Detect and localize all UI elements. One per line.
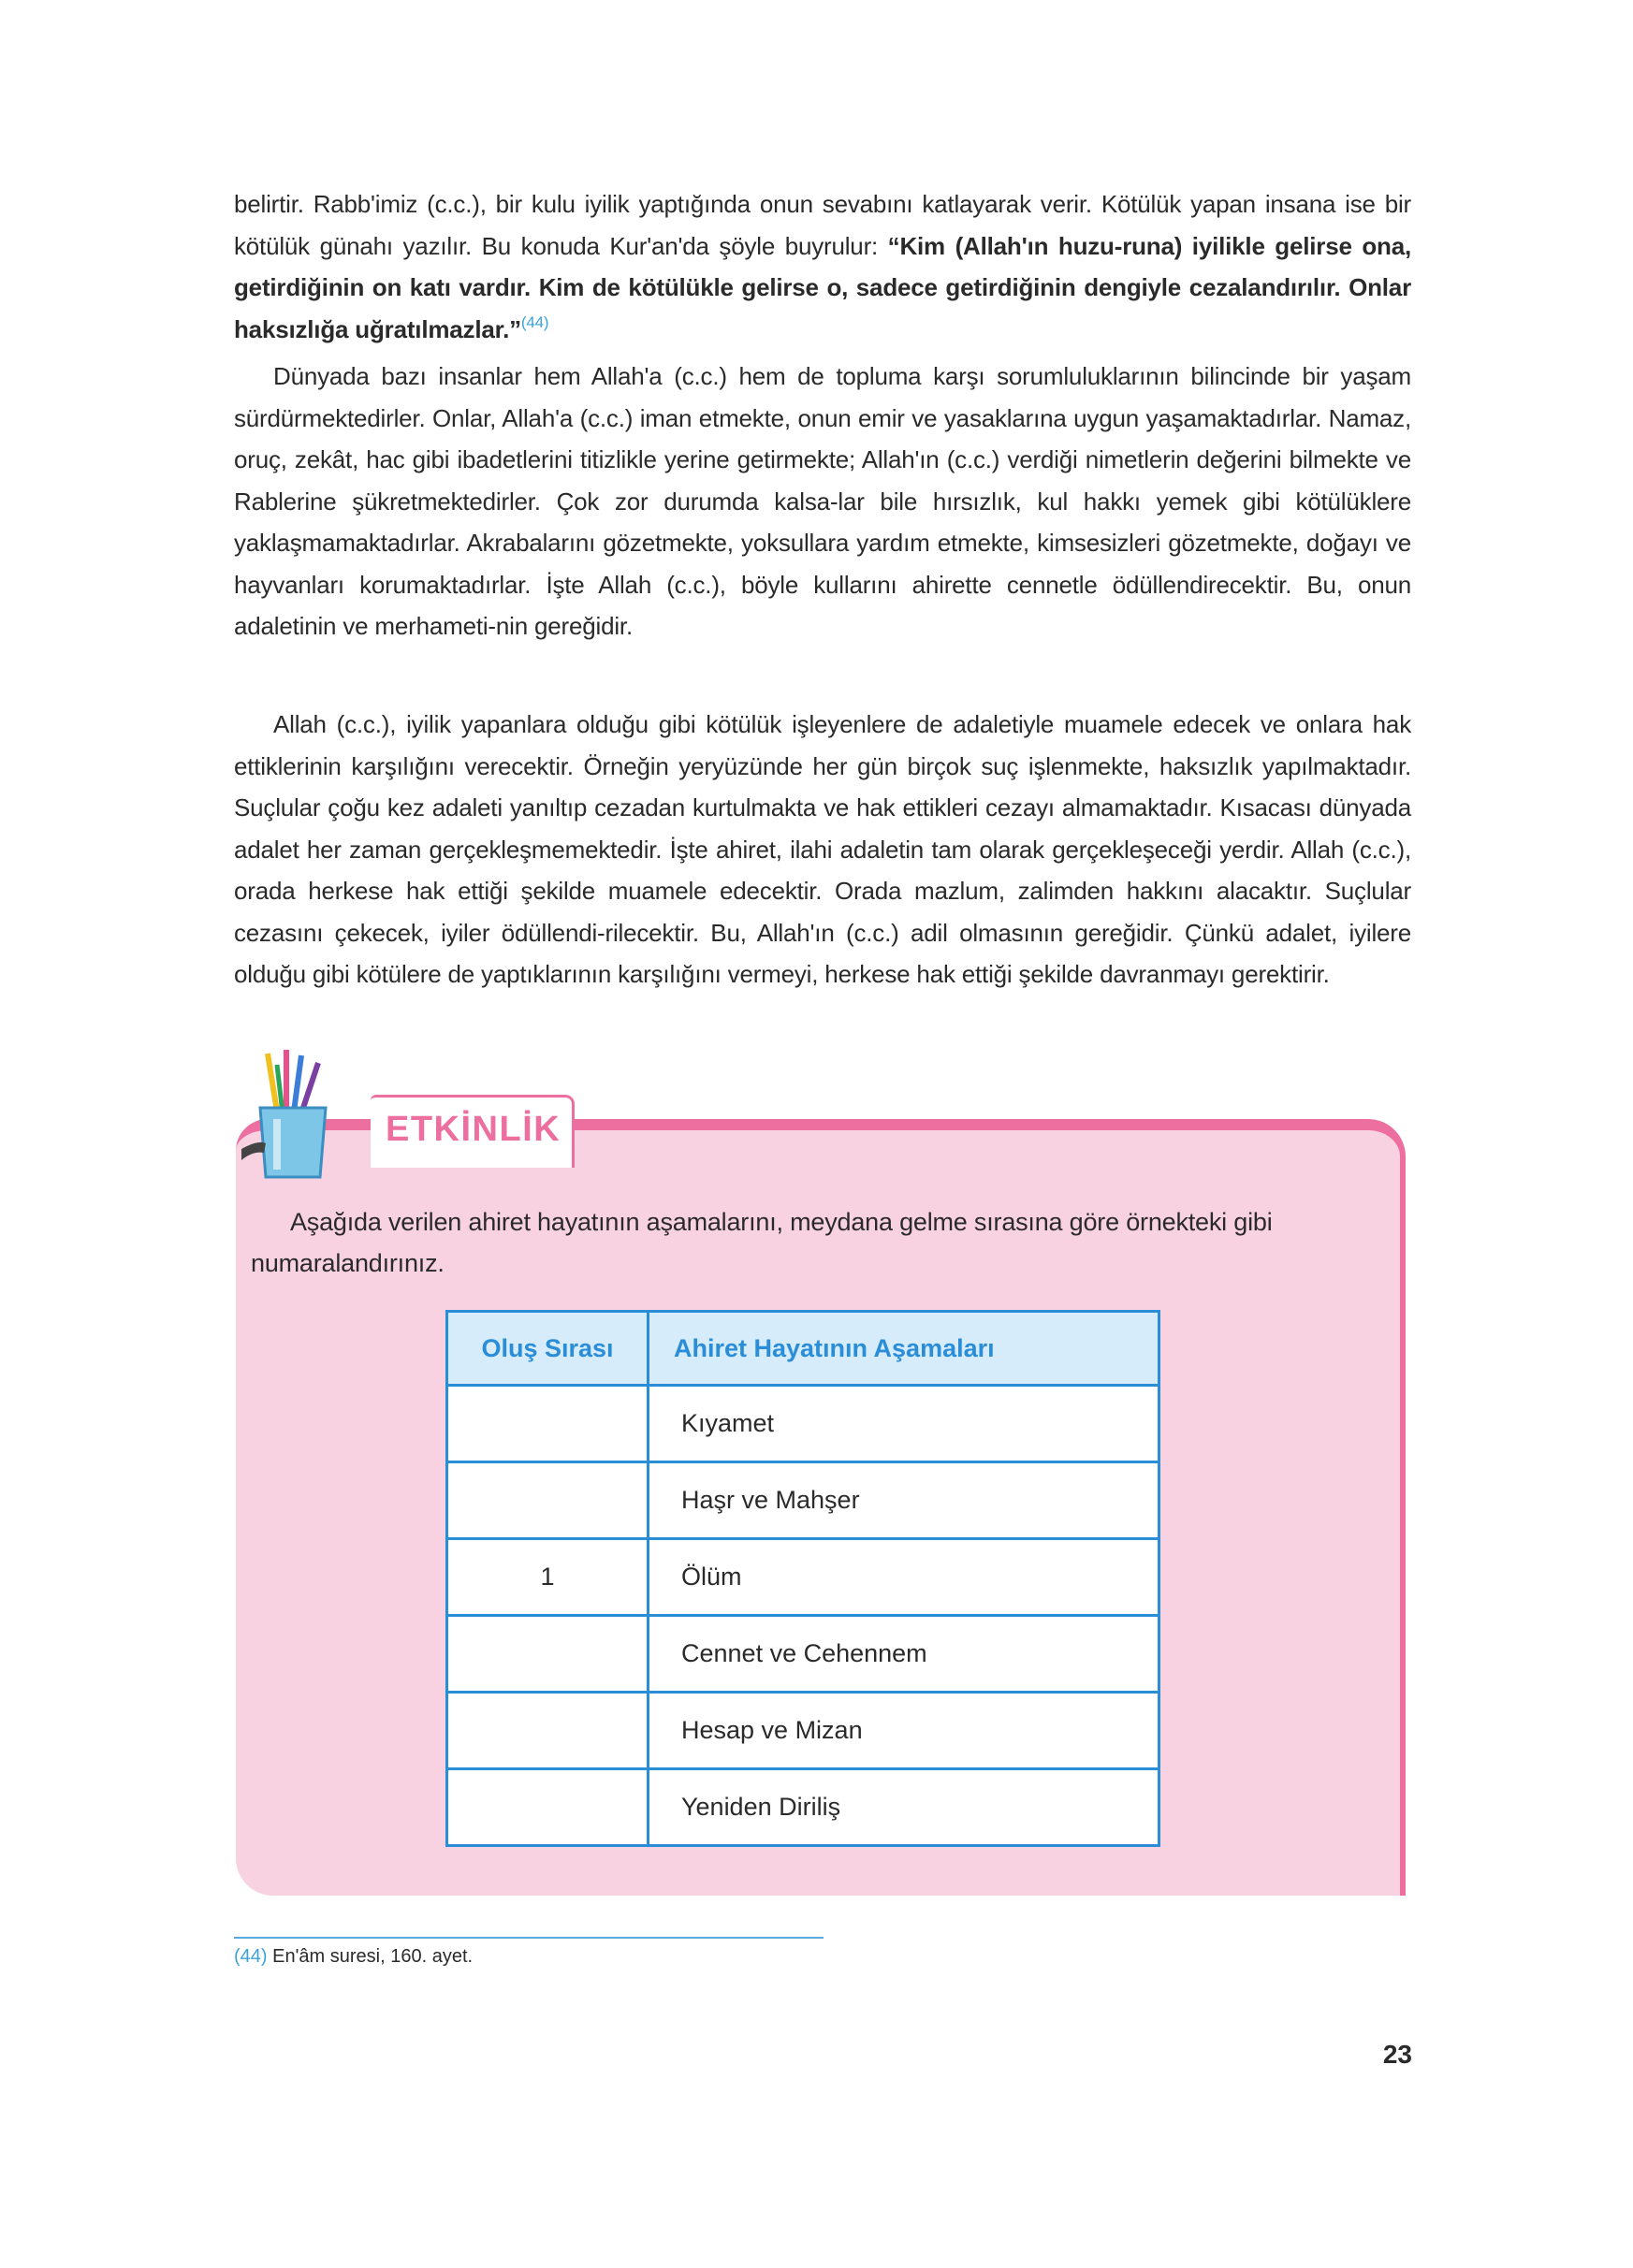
page-number: 23 (1382, 2040, 1412, 2069)
order-cell[interactable] (447, 1616, 649, 1693)
footnote-divider (234, 1937, 824, 1939)
paragraph-2 (234, 356, 1411, 647)
table-header-row (447, 1312, 1159, 1386)
order-cell[interactable] (447, 1386, 649, 1462)
order-cell[interactable]: 1 (447, 1539, 649, 1616)
paragraph-1-text: belirtir. Rabb'imiz (c.c.), bir kulu iyilik yaptığında onun sevabını katlayarak verir. Kötülük yapan insana ise bir kötülük günahı yazılır. Bu konuda Kur'an'da şöyle buyrulur: (234, 190, 1411, 260)
table-row (447, 1539, 1159, 1616)
footnote-reference[interactable]: (44) (520, 313, 549, 331)
order-cell[interactable] (447, 1462, 649, 1539)
stage-cell: Kıyamet (649, 1386, 1159, 1462)
quran-quote: “Kim (Allah'ın huzu-runa) iyilikle gelirse ona, getirdiğinin on katı vardır. Kim de kötülükle gelirse o, sadece getirdiğinin dengiyle cezalandırılır. Onlar haksızlığa uğratılmazlar.” (234, 231, 1411, 343)
activity-title: ETKİNLİK (386, 1110, 561, 1149)
footnote-number: (44) (234, 1946, 268, 1967)
table-row (447, 1386, 1159, 1462)
table-row (447, 1769, 1159, 1846)
table-row (447, 1462, 1159, 1539)
table-row (447, 1616, 1159, 1693)
stages-table (445, 1310, 1160, 1847)
activity-instruction: Aşağıda verilen ahiret hayatının aşamalarını, meydana gelme sırasına göre örnekteki gibi numaralandırınız. (251, 1208, 1273, 1277)
pencil-cup-icon (240, 1046, 343, 1186)
stage-cell: Cennet ve Cehennem (649, 1616, 1159, 1693)
table-row (447, 1693, 1159, 1769)
paragraph-3 (234, 704, 1411, 996)
header-stages: Ahiret Hayatının Aşamaları (649, 1312, 1159, 1386)
stage-cell: Haşr ve Mahşer (649, 1462, 1159, 1539)
order-cell[interactable] (447, 1769, 649, 1846)
order-cell[interactable] (447, 1693, 649, 1769)
footnote (234, 1946, 473, 1968)
header-order: Oluş Sırası (447, 1312, 649, 1386)
stage-cell: Ölüm (649, 1539, 1159, 1616)
paragraph-2-text: Dünyada bazı insanlar hem Allah'a (c.c.) hem de topluma karşı sorumluluklarının bilincinde bir yaşam sürdürmektedirler. Onlar, Allah'a (c.c.) iman etmekte, onun emir ve yasaklarına uygun yaşamaktadırlar. Namaz, oruç, zekât, hac gibi ibadetlerini titizlikle yerine getirmekte; Allah'ın (c.c.) verdiği nimetlerin değerini bilmekte ve Rablerine şükretmektedirler. Çok zor durumda kalsa-lar bile hırsızlık, kul hakkı yemek gibi kötülüklere yaklaşmamaktadırlar. Akrabalarını gözetmekte, yoksullara yardım etmekte, kimsesizleri gözetmekte, doğayı ve hayvanları korumaktadırlar. İşte Allah (c.c.), böyle kullarını ahirette cennetle ödüllendirecektir. Bu, onun adaletinin ve merhameti-nin gereğidir. (234, 362, 1411, 640)
paragraph-3-text: Allah (c.c.), iyilik yapanlara olduğu gibi kötülük işleyenlere de adaletiyle muamele edecek ve onlara hak ettiklerinin karşılığını verecektir. Örneğin yeryüzünde her gün birçok suç işlenmekte, haksızlık yapılmaktadır. Suçlular çoğu kez adaleti yanıltıp cezadan kurtulmakta ve hak ettikleri cezayı almamaktadır. Kısacası dünyada adalet her zaman gerçekleşmemektedir. İşte ahiret, ilahi adaletin tam olarak gerçekleşeceği yerdir. Allah (c.c.), orada herkese hak ettiği şekilde muamele edecektir. Orada mazlum, zalimden hakkını alacaktır. Suçlular cezasını çekecek, iyiler ödüllendi-rilecektir. Bu, Allah'ın (c.c.) adil olmasının gereğidir. Çünkü adalet, iyilere olduğu gibi kötülere de yaptıklarının karşılığını vermeyi, herkese hak ettiği şekilde davranmayı gerektirir. (234, 710, 1411, 988)
stage-cell: Hesap ve Mizan (649, 1693, 1159, 1769)
footnote-text: En'âm suresi, 160. ayet. (272, 1946, 474, 1967)
stage-cell: Yeniden Diriliş (649, 1769, 1159, 1846)
paragraph-1 (234, 183, 1411, 350)
